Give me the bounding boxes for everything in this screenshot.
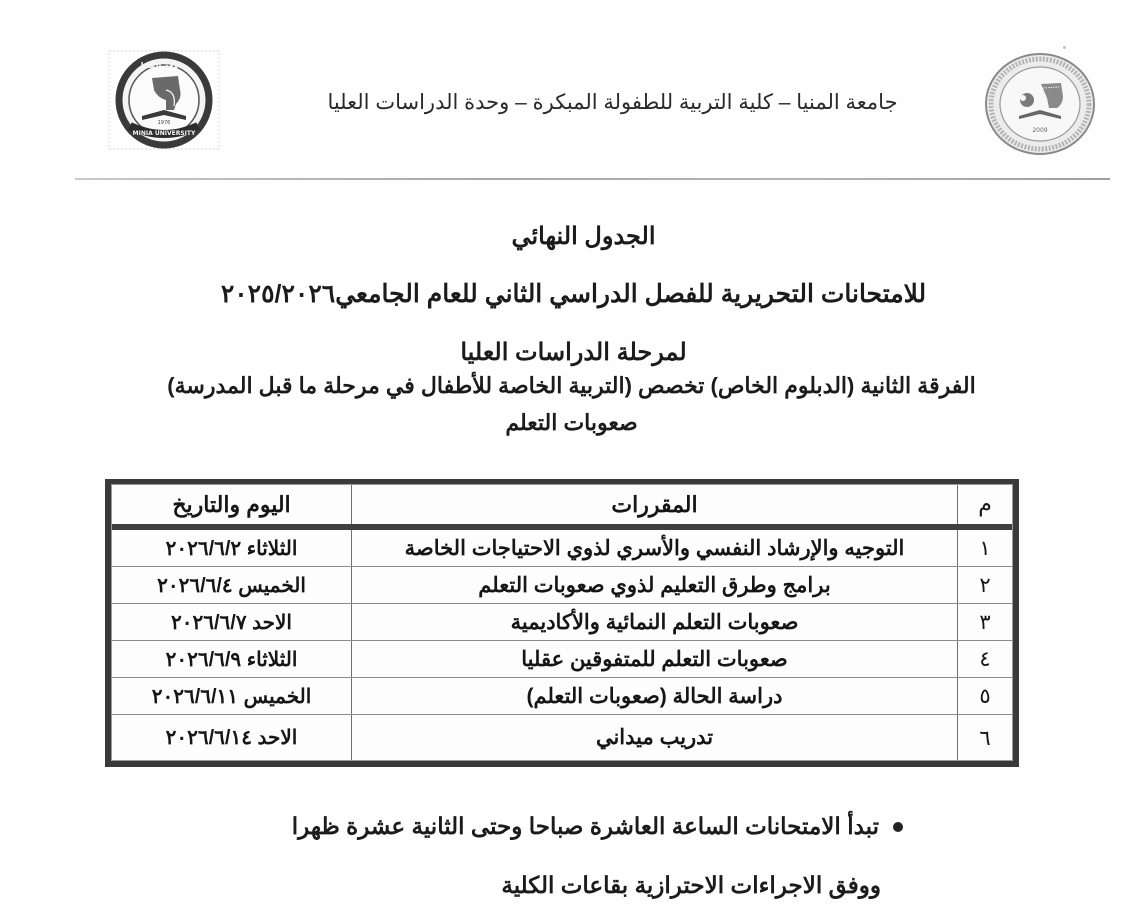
bullet-dot-icon <box>893 822 903 832</box>
faculty-logo <box>983 52 1098 157</box>
row-date: الخميس ٢٠٢٦/٦/١١ <box>151 685 312 708</box>
precautions-note: ووفق الاجراءات الاحترازية بقاعات الكلية <box>501 872 881 898</box>
stage-title: لمرحلة الدراسات العليا <box>460 339 687 366</box>
exam-time-note-text: تبدأ الامتحانات الساعة العاشرة صباحا وحتى الثانية عشرة ظهرا <box>291 813 879 839</box>
scan-speck <box>1063 46 1066 49</box>
minia-university-logo <box>108 50 220 150</box>
row-date: الاحد ٢٠٢٦/٦/١٤ <box>165 727 298 749</box>
row-number: ١ <box>957 530 1012 566</box>
table-row <box>112 715 1012 760</box>
exam-schedule-table <box>105 479 1019 767</box>
institution-line: جامعة المنيا – كلية التربية للطفولة المبكرة – وحدة الدراسات العليا <box>327 91 898 114</box>
table-row <box>112 604 1012 641</box>
logo-year: 1976 <box>157 120 171 126</box>
row-date: الثلاثاء ٢٠٢٦/٦/٢ <box>165 537 298 560</box>
program-title: الفرقة الثانية (الدبلوم الخاص) تخصص (التربية الخاصة للأطفال في مرحلة ما قبل المدرسة) <box>167 373 976 398</box>
row-date: الثلاثاء ٢٠٢٦/٦/٩ <box>165 648 298 671</box>
header-divider <box>75 178 1110 180</box>
row-course: برامج وطرق التعليم لذوي صعوبات التعلم <box>351 567 957 603</box>
row-date: الخميس ٢٠٢٦/٦/٤ <box>157 574 306 597</box>
table-row <box>112 678 1012 715</box>
logo-arabic-name: جامعة المنيا <box>140 61 188 70</box>
faculty-early-childhood-education-logo-icon <box>983 52 1098 157</box>
row-course: صعوبات التعلم النمائية والأكاديمية <box>351 604 957 640</box>
exam-time-note <box>292 813 903 840</box>
header-course: المقررات <box>351 485 957 524</box>
faculty-logo-year: 2009 <box>1032 127 1048 134</box>
row-course: دراسة الحالة (صعوبات التعلم) <box>351 678 957 714</box>
header-number: م <box>957 485 1012 524</box>
minia-university-logo-icon <box>108 50 220 150</box>
table-row <box>112 530 1012 567</box>
row-course: صعوبات التعلم للمتفوقين عقليا <box>351 641 957 677</box>
exam-schedule-table-body <box>111 484 1013 761</box>
row-course: التوجيه والإرشاد النفسي والأسري لذوي الاحتياجات الخاصة <box>351 530 957 566</box>
document-title: الجدول النهائي <box>511 223 656 250</box>
row-number: ٣ <box>957 604 1012 640</box>
row-number: ٦ <box>957 715 1012 760</box>
row-number: ٥ <box>957 678 1012 714</box>
row-course: تدريب ميداني <box>351 715 957 760</box>
row-number: ٢ <box>957 567 1012 603</box>
table-row <box>112 641 1012 678</box>
row-date: الاحد ٢٠٢٦/٦/٧ <box>171 611 292 634</box>
header-date: اليوم والتاريخ <box>172 491 291 517</box>
table-header-row <box>112 485 1012 530</box>
table-row <box>112 567 1012 604</box>
specialization-title: صعوبات التعلم <box>505 410 638 435</box>
document-subtitle: للامتحانات التحريرية للفصل الدراسي الثاني للعام الجامعي٢٠٢٥/٢٠٢٦ <box>220 280 927 308</box>
logo-english-name: MINIA UNIVERSITY <box>132 130 196 137</box>
row-number: ٤ <box>957 641 1012 677</box>
